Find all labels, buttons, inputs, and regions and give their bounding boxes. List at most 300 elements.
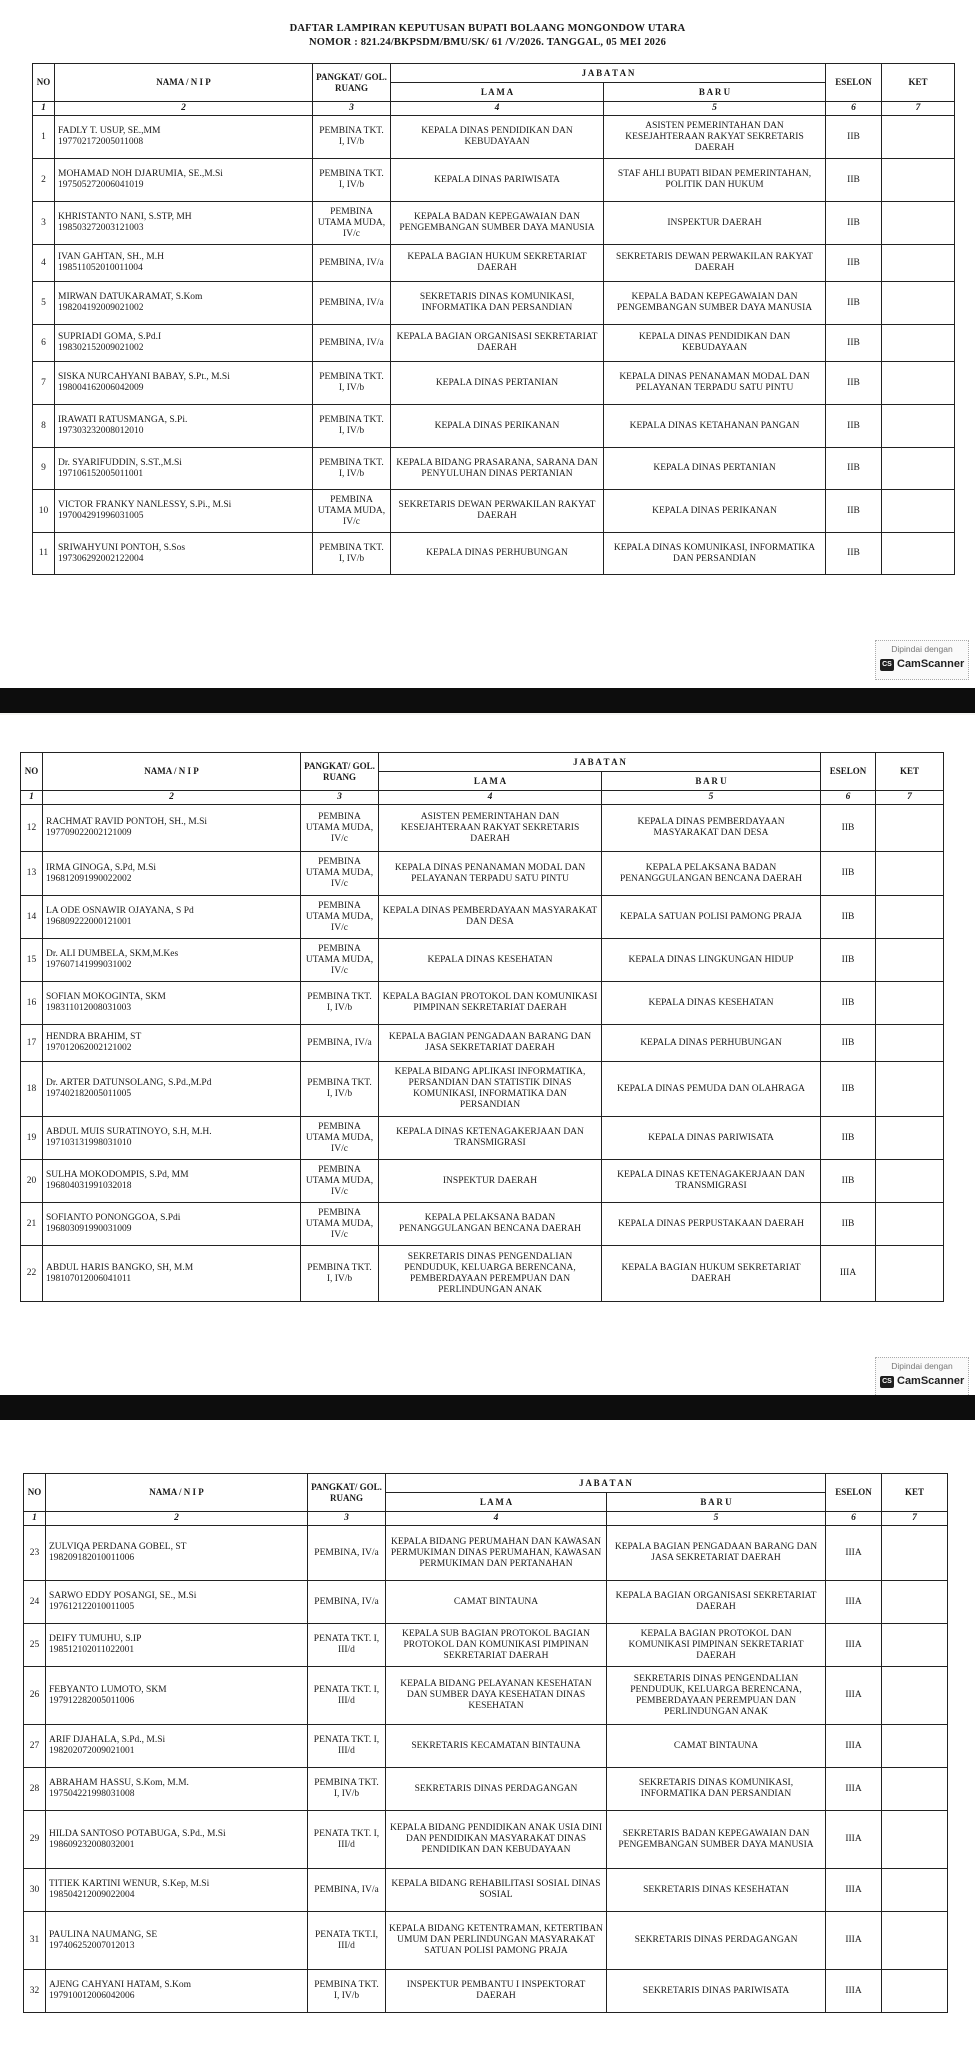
column-number: 4 [391, 102, 604, 116]
employee-nip: 198609232008032001 [49, 1839, 135, 1850]
rank-grade: PEMBINA TKT. I, IV/b [313, 405, 391, 448]
remarks [882, 1725, 948, 1768]
echelon: IIB [826, 490, 882, 533]
echelon: IIB [826, 325, 882, 362]
employee-nip: 198311012008031003 [46, 1003, 132, 1013]
employee-nip: 198004162006042009 [58, 383, 144, 393]
employee-nip: 198204192009021002 [58, 303, 144, 313]
new-position: KEPALA DINAS KESEHATAN [602, 982, 821, 1025]
table-row [33, 282, 955, 325]
remarks [882, 1912, 948, 1970]
col-header-pangkat: PANGKAT/ GOL. RUANG [308, 1474, 386, 1512]
row-number: 7 [33, 362, 55, 405]
employee-name: SULHA MOKODOMPIS, S.Pd, MM [46, 1170, 189, 1180]
rank-grade: PEMBINA UTAMA MUDA, IV/c [313, 202, 391, 245]
scanner-caption: Dipindai dengan [891, 1361, 953, 1371]
rank-grade: PEMBINA TKT. I, IV/b [313, 159, 391, 202]
header-row [33, 64, 955, 83]
previous-position: ASISTEN PEMERINTAHAN DAN KESEJAHTERAAN RAKYAT SEKRETARIS DAERAH [379, 805, 602, 852]
new-position: SEKRETARIS DINAS PARIWISATA [607, 1970, 826, 2013]
table-row [33, 533, 955, 575]
employee-name: IRMA GINOGA, S.Pd, M.Si [46, 862, 157, 873]
row-number: 29 [24, 1811, 46, 1869]
row-number: 1 [33, 116, 55, 159]
previous-position: KEPALA BAGIAN ORGANISASI SEKRETARIAT DAERAH [391, 325, 604, 362]
previous-position: KEPALA DINAS PENANAMAN MODAL DAN PELAYANAN TERPADU SATU PINTU [379, 852, 602, 896]
remarks [876, 1203, 944, 1246]
new-position: KEPALA DINAS PENANAMAN MODAL DAN PELAYANAN TERPADU SATU PINTU [604, 362, 826, 405]
employee-nip: 196803091990031009 [46, 1224, 132, 1234]
scanner-brand: CamScanner [897, 1375, 965, 1387]
new-position: KEPALA BAGIAN PROTOKOL DAN KOMUNIKASI PIMPINAN SEKRETARIAT DAERAH [607, 1624, 826, 1667]
employee-nip: 198209182010011006 [49, 1553, 135, 1563]
name-nip-cell [55, 362, 313, 405]
table-row [21, 982, 944, 1025]
name-nip-cell [46, 1526, 308, 1581]
column-number: 7 [882, 1512, 948, 1526]
column-number-row [33, 102, 955, 116]
col-header-lama: L A M A [386, 1493, 607, 1512]
col-header-ket: KET [882, 64, 955, 102]
appointment-table-2 [20, 752, 944, 1302]
row-number: 19 [21, 1117, 43, 1160]
remarks [882, 1581, 948, 1624]
new-position: KEPALA DINAS PERPUSTAKAAN DAERAH [602, 1203, 821, 1246]
name-nip-cell [46, 1581, 308, 1624]
row-number: 17 [21, 1025, 43, 1062]
employee-name: HENDRA BRAHIM, ST [46, 1032, 142, 1042]
column-number: 7 [876, 791, 944, 805]
remarks [882, 1869, 948, 1912]
name-nip-cell [43, 1025, 301, 1062]
row-number: 25 [24, 1624, 46, 1667]
employee-nip: 197910012006042006 [49, 1991, 135, 2001]
col-header-nama-nip: NAMA / N I P [43, 753, 301, 791]
col-header-nama-nip: NAMA / N I P [46, 1474, 308, 1512]
employee-name: SOFIAN MOKOGINTA, SKM [46, 992, 166, 1002]
employee-nip: 196812091990022002 [46, 873, 132, 884]
name-nip-cell [46, 1912, 308, 1970]
row-number: 11 [33, 533, 55, 575]
column-number: 4 [379, 791, 602, 805]
row-number: 24 [24, 1581, 46, 1624]
row-number: 27 [24, 1725, 46, 1768]
table-row [33, 490, 955, 533]
col-header-ket: KET [876, 753, 944, 791]
echelon: IIB [821, 939, 876, 982]
name-nip-cell [43, 1246, 301, 1302]
header-row [24, 1474, 948, 1493]
echelon: IIB [821, 982, 876, 1025]
col-header-eselon: ESELON [826, 1474, 882, 1512]
remarks [882, 282, 955, 325]
rank-grade: PEMBINA TKT. I, IV/b [313, 362, 391, 405]
name-nip-cell [46, 1811, 308, 1869]
employee-nip: 197406252007012013 [49, 1940, 135, 1951]
rank-grade: PEMBINA, IV/a [313, 245, 391, 282]
column-number-row [24, 1512, 948, 1526]
employee-name: SUPRIADI GOMA, S.Pd.I [58, 332, 162, 342]
previous-position: CAMAT BINTAUNA [386, 1581, 607, 1624]
employee-name: LA ODE OSNAWIR OJAYANA, S Pd [46, 906, 194, 916]
echelon: IIB [821, 805, 876, 852]
title-line-2: NOMOR : 821.24/BKPSDM/BMU/SK/ 61 /V/2026. TANGGAL, 05 MEI 2026 [308, 37, 667, 48]
name-nip-cell [46, 1970, 308, 2013]
row-number: 22 [21, 1246, 43, 1302]
column-number: 6 [826, 102, 882, 116]
employee-nip: 197402182005011005 [46, 1089, 132, 1099]
name-nip-cell [55, 159, 313, 202]
name-nip-cell [55, 245, 313, 282]
table-row [24, 1869, 948, 1912]
echelon: IIB [821, 896, 876, 939]
employee-name: SOFIANTO PONONGGOA, S.Pdi [46, 1213, 181, 1223]
remarks [882, 1970, 948, 2013]
rank-grade: PENATA TKT. I, III/d [308, 1725, 386, 1768]
row-number: 4 [33, 245, 55, 282]
rank-grade: PEMBINA UTAMA MUDA, IV/c [313, 490, 391, 533]
remarks [876, 852, 944, 896]
camscanner-logo-icon: CS [880, 659, 894, 671]
new-position: KEPALA DINAS PENDIDIKAN DAN KEBUDAYAAN [604, 325, 826, 362]
new-position: KEPALA DINAS PERIKANAN [604, 490, 826, 533]
employee-nip: 198202072009021001 [49, 1746, 135, 1756]
echelon: IIIA [826, 1811, 882, 1869]
row-number: 26 [24, 1667, 46, 1725]
column-number: 1 [33, 102, 55, 116]
remarks [882, 159, 955, 202]
previous-position: KEPALA DINAS PARIWISATA [391, 159, 604, 202]
new-position: ASISTEN PEMERINTAHAN DAN KESEJAHTERAAN RAKYAT SEKRETARIS DAERAH [604, 116, 826, 159]
table-row [21, 1025, 944, 1062]
row-number: 12 [21, 805, 43, 852]
name-nip-cell [55, 282, 313, 325]
table-row [21, 1160, 944, 1203]
previous-position: KEPALA BIDANG APLIKASI INFORMATIKA, PERSANDIAN DAN STATISTIK DINAS KOMUNIKASI, INFORMATIKA DAN PERSANDIAN [379, 1062, 602, 1117]
new-position: KEPALA DINAS KETENAGAKERJAAN DAN TRANSMIGRASI [602, 1160, 821, 1203]
employee-name: TITIEK KARTINI WENUR, S.Kep, M.Si [49, 1879, 210, 1889]
name-nip-cell [46, 1768, 308, 1811]
rank-grade: PEMBINA TKT. I, IV/b [313, 533, 391, 575]
echelon: IIB [826, 405, 882, 448]
previous-position: KEPALA SUB BAGIAN PROTOKOL BAGIAN PROTOKOL DAN KOMUNIKASI PIMPINAN SEKRETARIAT DAERAH [386, 1624, 607, 1667]
employee-name: ARIF DJAHALA, S.Pd., M.Si [49, 1735, 166, 1745]
previous-position: KEPALA DINAS PENDIDIKAN DAN KEBUDAYAAN [391, 116, 604, 159]
new-position: KEPALA DINAS LINGKUNGAN HIDUP [602, 939, 821, 982]
column-number: 6 [826, 1512, 882, 1526]
employee-name: Dr. ARTER DATUNSOLANG, S.Pd.,M.Pd [46, 1078, 212, 1088]
document-title [0, 22, 975, 50]
new-position: KEPALA DINAS PARIWISATA [602, 1117, 821, 1160]
remarks [876, 982, 944, 1025]
new-position: KEPALA BADAN KEPEGAWAIAN DAN PENGEMBANGAN SUMBER DAYA MANUSIA [604, 282, 826, 325]
column-number: 3 [301, 791, 379, 805]
employee-nip: 197607141999031002 [46, 960, 132, 970]
remarks [876, 1160, 944, 1203]
rank-grade: PEMBINA TKT. I, IV/b [301, 982, 379, 1025]
previous-position: KEPALA BAGIAN HUKUM SEKRETARIAT DAERAH [391, 245, 604, 282]
appointment-table-1 [32, 63, 955, 575]
rank-grade: PEMBINA UTAMA MUDA, IV/c [301, 852, 379, 896]
employee-name: MOHAMAD NOH DJARUMIA, SE.,M.Si [58, 169, 223, 179]
remarks [876, 1062, 944, 1117]
table-row [33, 245, 955, 282]
new-position: KEPALA SATUAN POLISI PAMONG PRAJA [602, 896, 821, 939]
table-row [24, 1624, 948, 1667]
previous-position: KEPALA DINAS PERHUBUNGAN [391, 533, 604, 575]
employee-nip: 197505272006041019 [58, 180, 144, 190]
row-number: 32 [24, 1970, 46, 2013]
employee-nip: 197612122010011005 [49, 1602, 135, 1612]
row-number: 6 [33, 325, 55, 362]
name-nip-cell [43, 1203, 301, 1246]
column-number: 1 [21, 791, 43, 805]
name-nip-cell [46, 1725, 308, 1768]
employee-nip: 197709022002121009 [46, 828, 132, 838]
table-row [24, 1912, 948, 1970]
new-position: SEKRETARIS DEWAN PERWAKILAN RAKYAT DAERAH [604, 245, 826, 282]
remarks [882, 533, 955, 575]
echelon: IIIA [826, 1912, 882, 1970]
name-nip-cell [43, 1160, 301, 1203]
employee-name: ABRAHAM HASSU, S.Kom, M.M. [49, 1778, 189, 1788]
remarks [882, 1768, 948, 1811]
remarks [882, 362, 955, 405]
new-position: SEKRETARIS DINAS KOMUNIKASI, INFORMATIKA DAN PERSANDIAN [607, 1768, 826, 1811]
employee-nip: 198504212009022004 [49, 1890, 135, 1900]
employee-nip: 197103131998031010 [46, 1138, 132, 1148]
table-row [21, 1203, 944, 1246]
employee-nip: 196804031991032018 [46, 1181, 132, 1191]
employee-nip: 198302152009021002 [58, 343, 144, 353]
column-number: 2 [43, 791, 301, 805]
col-header-jabatan: J A B A T A N [391, 64, 826, 83]
row-number: 18 [21, 1062, 43, 1117]
previous-position: KEPALA BAGIAN PROTOKOL DAN KOMUNIKASI PIMPINAN SEKRETARIAT DAERAH [379, 982, 602, 1025]
col-header-lama: L A M A [391, 83, 604, 102]
employee-name: Dr. ALI DUMBELA, SKM,M.Kes [46, 949, 179, 959]
row-number: 10 [33, 490, 55, 533]
employee-nip: 197912282005011006 [49, 1695, 135, 1706]
echelon: IIIA [826, 1970, 882, 2013]
page-1 [0, 0, 975, 688]
employee-name: SARWO EDDY POSANGI, SE., M.Si [49, 1591, 197, 1601]
row-number: 28 [24, 1768, 46, 1811]
column-number: 6 [821, 791, 876, 805]
row-number: 30 [24, 1869, 46, 1912]
rank-grade: PEMBINA, IV/a [313, 325, 391, 362]
page-3 [0, 1420, 975, 2055]
employee-nip: 198511052010011004 [58, 263, 143, 273]
column-number: 5 [607, 1512, 826, 1526]
row-number: 23 [24, 1526, 46, 1581]
table-row [24, 1526, 948, 1581]
echelon: IIIA [826, 1581, 882, 1624]
new-position: KEPALA PELAKSANA BADAN PENANGGULANGAN BENCANA DAERAH [602, 852, 821, 896]
echelon: IIIA [826, 1667, 882, 1725]
table-row [33, 325, 955, 362]
employee-nip: 197004291996031005 [58, 511, 144, 521]
table-row [33, 116, 955, 159]
echelon: IIB [821, 1117, 876, 1160]
new-position: SEKRETARIS DINAS KESEHATAN [607, 1869, 826, 1912]
title-line-1: DAFTAR LAMPIRAN KEPUTUSAN BUPATI BOLAANG MONGONDOW UTARA [289, 23, 686, 34]
rank-grade: PEMBINA UTAMA MUDA, IV/c [301, 1160, 379, 1203]
column-number: 5 [604, 102, 826, 116]
employee-nip: 197303232008012010 [58, 426, 144, 436]
remarks [882, 1526, 948, 1581]
previous-position: KEPALA DINAS PERIKANAN [391, 405, 604, 448]
name-nip-cell [43, 1062, 301, 1117]
new-position: SEKRETARIS DINAS PENGENDALIAN PENDUDUK, KELUARGA BERENCANA, PEMBERDAYAAN PEREMPUAN DAN PERLINDUNGAN ANAK [607, 1667, 826, 1725]
row-number: 31 [24, 1912, 46, 1970]
new-position: SEKRETARIS DINAS PERDAGANGAN [607, 1912, 826, 1970]
rank-grade: PENATA TKT. I, III/d [308, 1667, 386, 1725]
page-separator [0, 1395, 975, 1420]
table-row [24, 1667, 948, 1725]
rank-grade: PEMBINA UTAMA MUDA, IV/c [301, 896, 379, 939]
remarks [882, 116, 955, 159]
new-position: INSPEKTUR DAERAH [604, 202, 826, 245]
rank-grade: PEMBINA, IV/a [308, 1581, 386, 1624]
remarks [882, 1811, 948, 1869]
rank-grade: PEMBINA TKT. I, IV/b [308, 1768, 386, 1811]
table-row [33, 159, 955, 202]
previous-position: SEKRETARIS DINAS PENGENDALIAN PENDUDUK, KELUARGA BERENCANA, PEMBERDAYAAN PEREMPUAN DAN PERLINDUNGAN ANAK [379, 1246, 602, 1302]
table-row [21, 939, 944, 982]
echelon: IIB [826, 362, 882, 405]
new-position: KEPALA DINAS KETAHANAN PANGAN [604, 405, 826, 448]
remarks [876, 1246, 944, 1302]
remarks [882, 1667, 948, 1725]
rank-grade: PEMBINA TKT. I, IV/b [301, 1246, 379, 1302]
previous-position: KEPALA BIDANG REHABILITASI SOSIAL DINAS SOSIAL [386, 1869, 607, 1912]
previous-position: KEPALA DINAS KETENAGAKERJAAN DAN TRANSMIGRASI [379, 1117, 602, 1160]
rank-grade: PEMBINA, IV/a [301, 1025, 379, 1062]
employee-name: PAULINA NAUMANG, SE [49, 1929, 158, 1940]
previous-position: INSPEKTUR DAERAH [379, 1160, 602, 1203]
row-number: 13 [21, 852, 43, 896]
employee-nip: 197306292002122004 [58, 553, 144, 564]
echelon: IIIA [826, 1768, 882, 1811]
employee-nip: 197012062002121002 [46, 1043, 132, 1053]
column-number: 2 [46, 1512, 308, 1526]
previous-position: KEPALA BIDANG KETENTRAMAN, KETERTIBAN UMUM DAN PERLINDUNGAN MASYARAKAT SATUAN POLISI PAMONG PRAJA [386, 1912, 607, 1970]
remarks [876, 1117, 944, 1160]
echelon: IIIA [821, 1246, 876, 1302]
header-row [21, 753, 944, 772]
col-header-baru: B A R U [602, 772, 821, 791]
previous-position: SEKRETARIS DINAS PERDAGANGAN [386, 1768, 607, 1811]
col-header-baru: B A R U [604, 83, 826, 102]
echelon: IIB [826, 159, 882, 202]
name-nip-cell [55, 490, 313, 533]
previous-position: SEKRETARIS DINAS KOMUNIKASI, INFORMATIKA DAN PERSANDIAN [391, 282, 604, 325]
employee-name: HILDA SANTOSO POTABUGA, S.Pd., M.Si [49, 1828, 226, 1839]
name-nip-cell [55, 325, 313, 362]
table-row [21, 1062, 944, 1117]
previous-position: KEPALA DINAS KESEHATAN [379, 939, 602, 982]
rank-grade: PEMBINA UTAMA MUDA, IV/c [301, 1117, 379, 1160]
remarks [882, 490, 955, 533]
employee-nip: 197702172005011008 [58, 137, 144, 147]
employee-name: FADLY T. USUP, SE.,MM [58, 126, 161, 136]
previous-position: KEPALA BADAN KEPEGAWAIAN DAN PENGEMBANGAN SUMBER DAYA MANUSIA [391, 202, 604, 245]
row-number: 16 [21, 982, 43, 1025]
employee-name: SRIWAHYUNI PONTOH, S.Sos [58, 542, 186, 553]
column-number: 3 [313, 102, 391, 116]
column-number: 7 [882, 102, 955, 116]
new-position: KEPALA BAGIAN ORGANISASI SEKRETARIAT DAERAH [607, 1581, 826, 1624]
echelon: IIB [821, 1203, 876, 1246]
previous-position: KEPALA BIDANG PENDIDIKAN ANAK USIA DINI DAN PENDIDIKAN MASYARAKAT DINAS PENDIDIKAN DAN KEBUDAYAAN [386, 1811, 607, 1869]
rank-grade: PEMBINA, IV/a [313, 282, 391, 325]
scanner-brand: CamScanner [897, 658, 965, 670]
echelon: IIB [826, 202, 882, 245]
echelon: IIB [821, 1160, 876, 1203]
remarks [876, 805, 944, 852]
previous-position: SEKRETARIS DEWAN PERWAKILAN RAKYAT DAERAH [391, 490, 604, 533]
echelon: IIB [826, 533, 882, 575]
page-separator [0, 688, 975, 713]
row-number: 20 [21, 1160, 43, 1203]
name-nip-cell [55, 405, 313, 448]
echelon: IIB [826, 245, 882, 282]
name-nip-cell [46, 1869, 308, 1912]
rank-grade: PENATA TKT. I, III/d [308, 1811, 386, 1869]
col-header-nama-nip: NAMA / N I P [55, 64, 313, 102]
camscanner-stamp [875, 640, 969, 680]
previous-position: KEPALA DINAS PEMBERDAYAAN MASYARAKAT DAN DESA [379, 896, 602, 939]
echelon: IIB [821, 1025, 876, 1062]
remarks [876, 939, 944, 982]
employee-name: ABDUL MUIS SURATINOYO, S.H, M.H. [46, 1127, 212, 1137]
name-nip-cell [55, 202, 313, 245]
previous-position: KEPALA BIDANG PELAYANAN KESEHATAN DAN SUMBER DAYA KESEHATAN DINAS KESEHATAN [386, 1667, 607, 1725]
table-row [24, 1581, 948, 1624]
employee-name: IVAN GAHTAN, SH., M.H [58, 252, 164, 262]
new-position: KEPALA DINAS PEMBERDAYAAN MASYARAKAT DAN DESA [602, 805, 821, 852]
row-number: 2 [33, 159, 55, 202]
col-header-pangkat: PANGKAT/ GOL. RUANG [313, 64, 391, 102]
name-nip-cell [55, 116, 313, 159]
column-number: 2 [55, 102, 313, 116]
previous-position: KEPALA PELAKSANA BADAN PENANGGULANGAN BENCANA DAERAH [379, 1203, 602, 1246]
employee-name: AJENG CAHYANI HATAM, S.Kom [49, 1980, 192, 1990]
scanner-caption: Dipindai dengan [891, 644, 953, 654]
col-header-pangkat: PANGKAT/ GOL. RUANG [301, 753, 379, 791]
column-number-row [21, 791, 944, 805]
echelon: IIB [826, 448, 882, 490]
rank-grade: PEMBINA UTAMA MUDA, IV/c [301, 1203, 379, 1246]
row-number: 5 [33, 282, 55, 325]
rank-grade: PEMBINA TKT. I, IV/b [301, 1062, 379, 1117]
col-header-no: NO [21, 753, 43, 791]
table-row [24, 1811, 948, 1869]
rank-grade: PENATA TKT. I, III/d [308, 1624, 386, 1667]
rank-grade: PEMBINA, IV/a [308, 1869, 386, 1912]
echelon: IIIA [826, 1725, 882, 1768]
echelon: IIIA [826, 1624, 882, 1667]
column-number: 1 [24, 1512, 46, 1526]
col-header-lama: L A M A [379, 772, 602, 791]
table-row [24, 1725, 948, 1768]
table-row [21, 1117, 944, 1160]
remarks [876, 1025, 944, 1062]
camscanner-stamp [875, 1357, 969, 1397]
rank-grade: PEMBINA TKT. I, IV/b [313, 448, 391, 490]
employee-name: KHRISTANTO NANI, S.STP, MH [58, 212, 192, 222]
